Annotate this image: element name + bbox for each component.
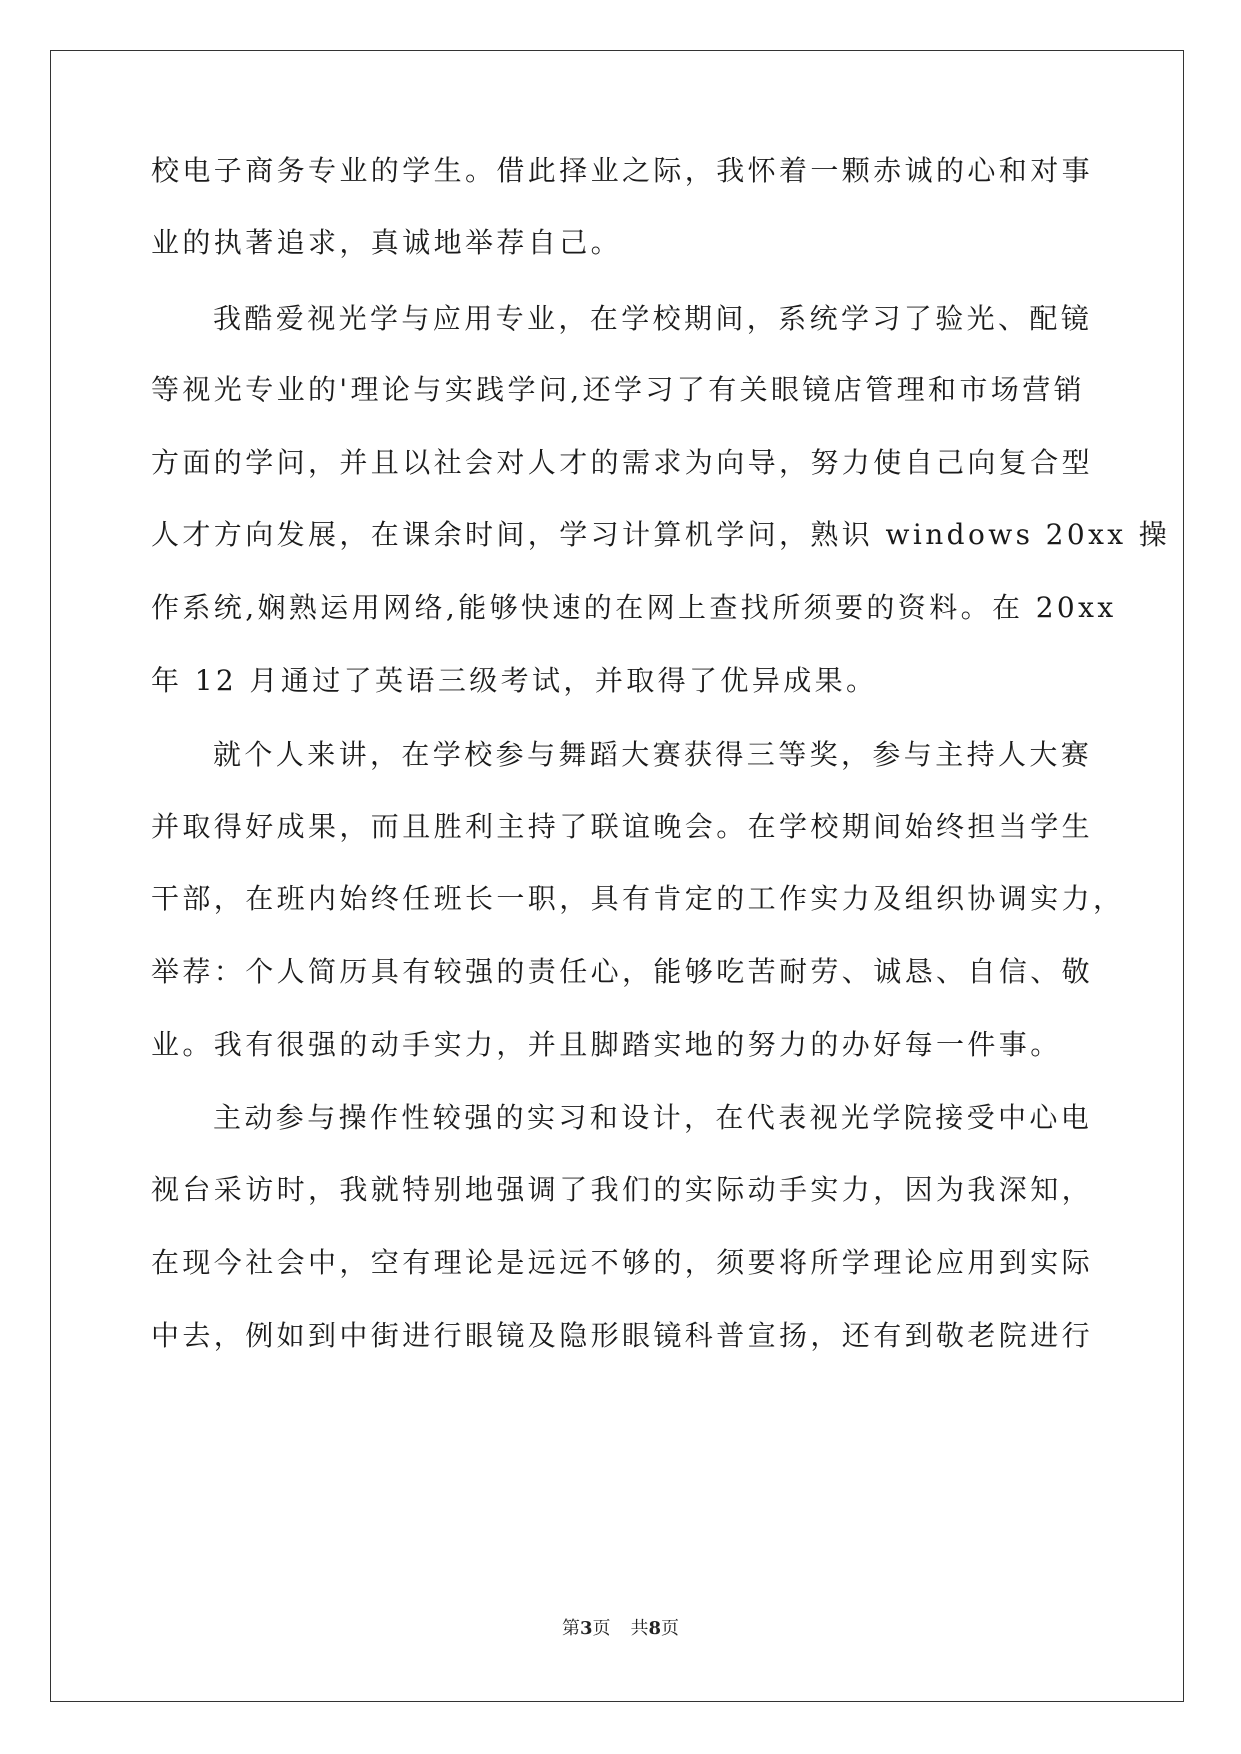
- current-page-number: 3: [579, 1618, 593, 1639]
- text-line: 视台采访时，我就特别地强调了我们的实际动手实力，因为我深知，: [151, 1173, 1094, 1206]
- text-line: 人才方向发展，在课余时间，学习计算机学问，熟识 windows 20xx 操: [151, 518, 1171, 551]
- text-line: 在现今社会中，空有理论是远远不够的，须要将所学理论应用到实际: [151, 1246, 1094, 1279]
- footer-prefix: 第: [561, 1618, 580, 1639]
- footer-page-suffix: 页: [592, 1618, 611, 1639]
- text-line: 业的执著追求，真诚地举荐自己。: [151, 226, 623, 259]
- text-line: 年 12 月通过了英语三级考试，并取得了优异成果。: [151, 664, 878, 697]
- total-pages-number: 8: [648, 1618, 662, 1639]
- text-line: 举荐：个人简历具有较强的责任心，能够吃苦耐劳、诚恳、自信、敬: [151, 955, 1094, 988]
- paragraph-start-line: 就个人来讲，在学校参与舞蹈大赛获得三等奖，参与主持人大赛: [213, 738, 1093, 771]
- footer-total-suffix: 页: [661, 1618, 680, 1639]
- text-line: 作系统,娴熟运用网络,能够快速的在网上查找所须要的资料。在 20xx: [151, 591, 1117, 624]
- page-border: [50, 50, 1184, 1702]
- text-line: 中去，例如到中街进行眼镜及隐形眼镜科普宣扬，还有到敬老院进行: [151, 1319, 1094, 1352]
- text-line: 并取得好成果，而且胜利主持了联谊晚会。在学校期间始终担当学生: [151, 810, 1094, 843]
- paragraph-start-line: 我酷爱视光学与应用专业，在学校期间，系统学习了验光、配镜: [213, 302, 1093, 335]
- text-line: 方面的学问，并且以社会对人才的需求为向导，努力使自己向复合型: [151, 446, 1094, 479]
- text-line: 业。我有很强的动手实力，并且脚踏实地的努力的办好每一件事。: [151, 1028, 1062, 1061]
- page-footer: [0, 1617, 1241, 1641]
- footer-total-prefix: 共: [630, 1618, 649, 1639]
- text-line: 干部，在班内始终任班长一职，具有肯定的工作实力及组织协调实力，: [151, 882, 1125, 915]
- text-line: 校电子商务专业的学生。借此择业之际，我怀着一颗赤诚的心和对事: [151, 154, 1094, 187]
- paragraph-start-line: 主动参与操作性较强的实习和设计，在代表视光学院接受中心电: [213, 1101, 1093, 1134]
- text-line: 等视光专业的'理论与实践学问,还学习了有关眼镜店管理和市场营销: [151, 373, 1086, 406]
